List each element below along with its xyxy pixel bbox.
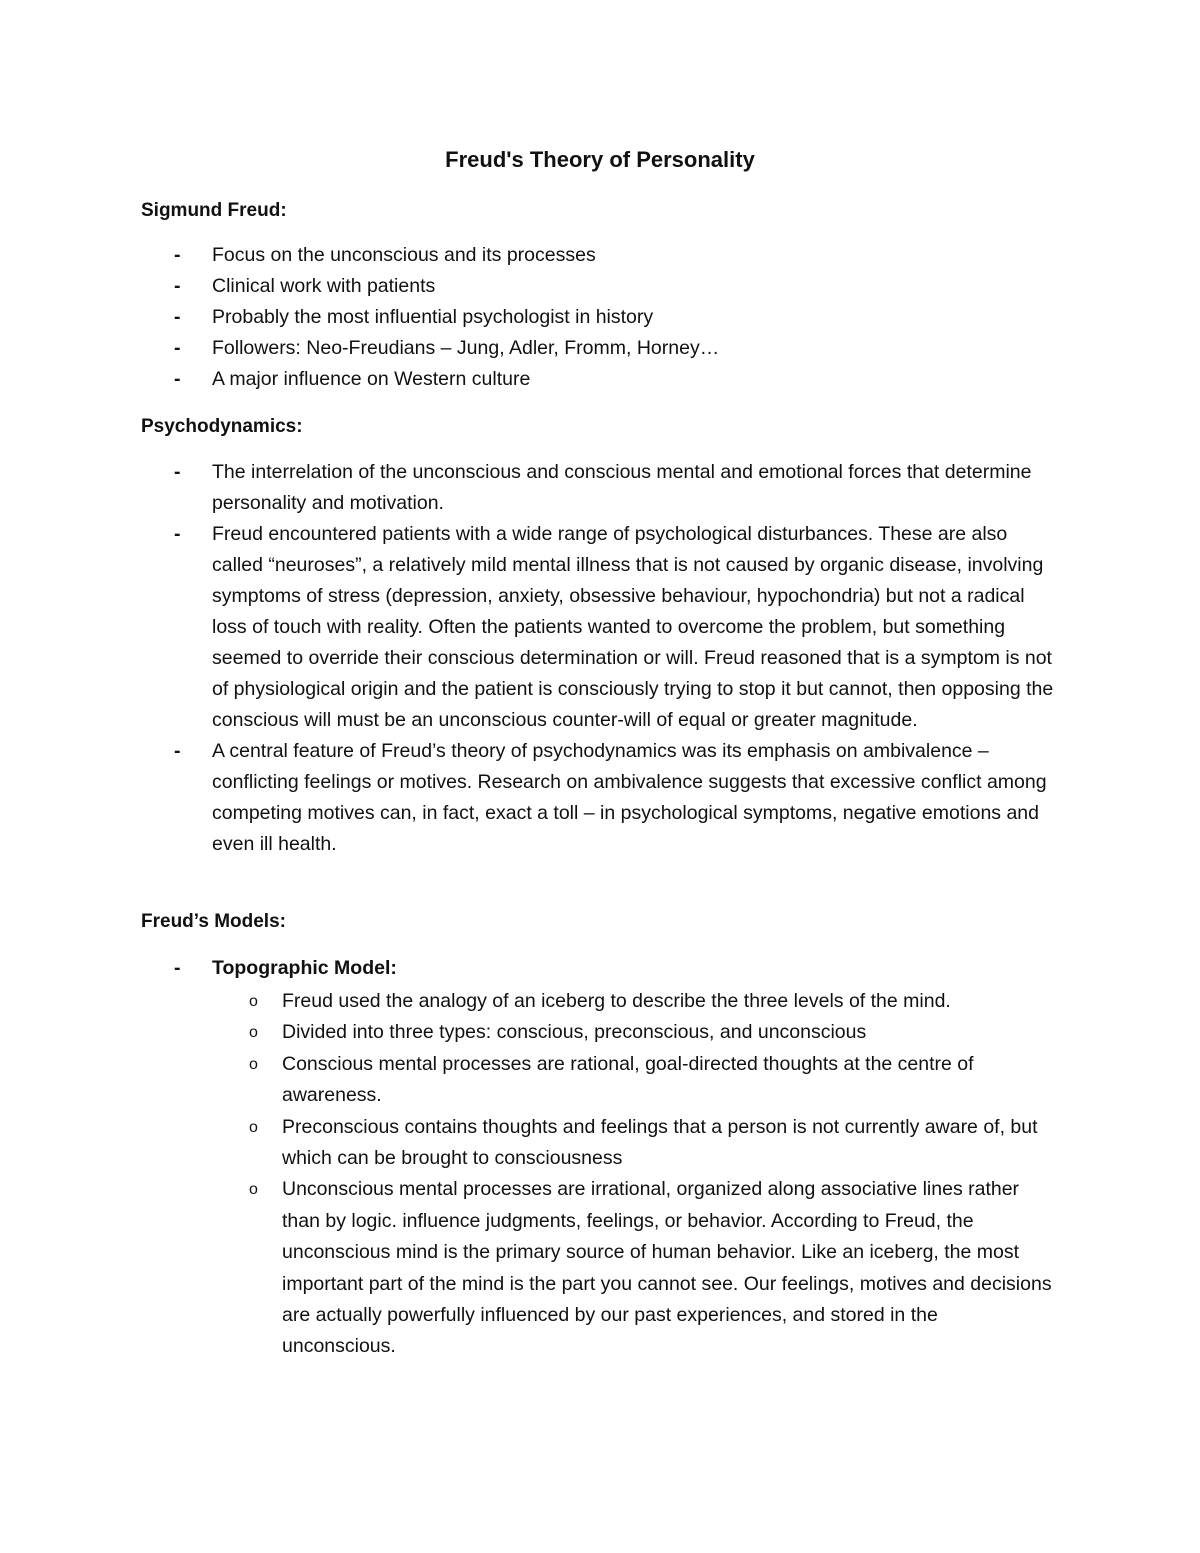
- dash-bullet: -: [174, 337, 181, 359]
- list-item: [0, 364, 1062, 395]
- sub-list-item: [212, 1174, 1052, 1362]
- dash-bullet: -: [174, 740, 181, 762]
- list-item: [0, 457, 1062, 519]
- dash-bullet: -: [174, 368, 181, 390]
- topographic-model-sublist: [212, 986, 1052, 1363]
- list-item: [0, 240, 1062, 271]
- dash-bullet: -: [174, 957, 181, 979]
- list-item-text: Probably the most influential psychologist in history: [212, 306, 654, 328]
- circle-bullet: o: [249, 1118, 258, 1136]
- circle-bullet: o: [249, 1055, 258, 1073]
- section-heading-psychodynamics: Psychodynamics:: [141, 416, 303, 437]
- list-item: [0, 953, 1052, 1363]
- circle-bullet: o: [249, 993, 258, 1010]
- sub-list-item-text: Preconscious contains thoughts and feelings that a person is not currently aware of, but which can be brought to consciousness: [282, 1115, 1038, 1170]
- list-item: [0, 736, 1062, 860]
- psychodynamics-list: [0, 457, 1200, 860]
- dash-bullet: -: [174, 306, 181, 328]
- sub-list-item-text: Freud used the analogy of an iceberg to describe the three levels of the mind.: [282, 990, 951, 1012]
- section-heading-freuds-models: Freud’s Models:: [141, 911, 286, 932]
- list-item-text: A major influence on Western culture: [212, 368, 531, 390]
- list-item-text: The interrelation of the unconscious and conscious mental and emotional forces that determine personality and motivation.: [212, 461, 1032, 514]
- sub-list-item: [212, 986, 1052, 1017]
- list-item-text: Freud encountered patients with a wide range of psychological disturbances. These are also called “neuroses”, a relatively mild mental illness that is not caused by organic disease, involving symptoms of stress (depression, anxiety, obsessive behaviour, hypochondria) but not a radical loss of touch with reality. Often the patients wanted to overcome the problem, but something seemed to override their conscious determination or will. Freud reasoned that is a symptom is not of physiological origin and the patient is consciously trying to stop it but cannot, then opposing the conscious will must be an unconscious counter-will of equal or greater magnitude.: [212, 523, 1054, 731]
- list-item: [0, 271, 1062, 302]
- freuds-models-list: [0, 953, 1200, 1363]
- sub-list-item: [212, 1112, 1052, 1175]
- dash-bullet: -: [174, 461, 181, 483]
- list-item-text: Followers: Neo-Freudians – Jung, Adler, Fromm, Horney…: [212, 337, 720, 359]
- sub-list-item-text: Unconscious mental processes are irrational, organized along associative lines rather than by logic. influence judgments, feelings, or behavior. According to Freud, the unconscious mind is the primary source of human behavior. Like an iceberg, the most important part of the mind is the part you cannot see. Our feelings, motives and decisions are actually powerfully influenced by our past experiences, and stored in the unconscious.: [282, 1178, 1052, 1358]
- list-item-text: Focus on the unconscious and its processes: [212, 244, 596, 266]
- dash-bullet: -: [174, 275, 181, 297]
- list-item: [0, 302, 1062, 333]
- dash-bullet: -: [174, 244, 181, 266]
- list-item: [0, 333, 1062, 364]
- list-item-text: Clinical work with patients: [212, 275, 436, 297]
- document-title: Freud's Theory of Personality: [445, 147, 755, 172]
- circle-bullet: o: [249, 1181, 258, 1199]
- section-heading-sigmund-freud: Sigmund Freud:: [141, 200, 287, 221]
- sub-list-item: [212, 1049, 1052, 1112]
- sub-list-item-text: Conscious mental processes are rational, goal-directed thoughts at the centre of awareness.: [282, 1052, 974, 1107]
- dash-bullet: -: [174, 523, 181, 545]
- circle-bullet: o: [249, 1024, 258, 1042]
- topographic-model-heading: Topographic Model:: [212, 957, 397, 979]
- list-item: [0, 519, 1062, 736]
- sigmund-freud-list: [0, 240, 1200, 395]
- list-item-text: A central feature of Freud’s theory of psychodynamics was its emphasis on ambivalence – conflicting feelings or motives. Research on ambivalence suggests that excessive conflict among competing motives can, in fact, exact a toll – in psychological symptoms, negative emotions and even ill health.: [212, 740, 1047, 855]
- sub-list-item: [212, 1017, 1052, 1048]
- sub-list-item-text: Divided into three types: conscious, preconscious, and unconscious: [282, 1021, 867, 1044]
